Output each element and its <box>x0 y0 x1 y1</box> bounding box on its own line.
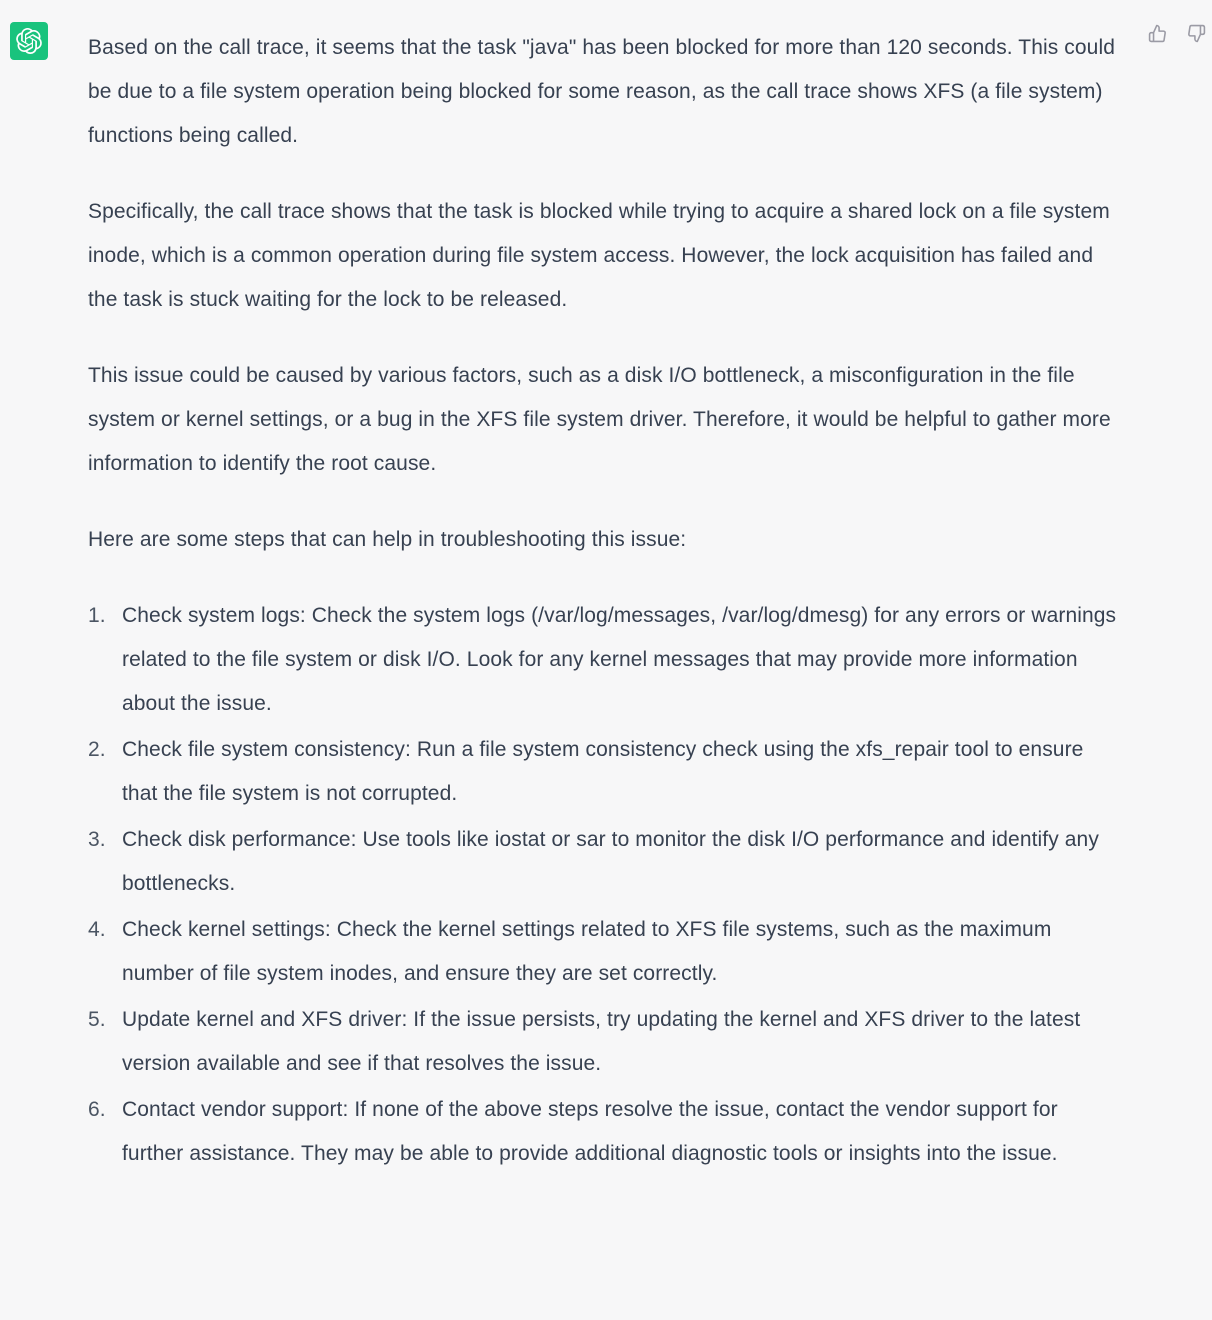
list-item <box>88 998 1122 1086</box>
assistant-avatar <box>10 22 48 60</box>
list-item-number: 5. <box>88 1008 106 1031</box>
list-item <box>88 594 1122 726</box>
list-item-number: 3. <box>88 828 106 851</box>
list-item <box>88 1088 1122 1176</box>
list-item-text: Check file system consistency: Run a file system consistency check using the xfs_repair tool to ensure that the file system is not corrupted. <box>122 738 1084 805</box>
list-item-text: Check disk performance: Use tools like iostat or sar to monitor the disk I/O performance and identify any bottlenecks. <box>122 828 1099 895</box>
list-item <box>88 818 1122 906</box>
thumbs-down-button[interactable] <box>1187 24 1206 43</box>
paragraph-1: Based on the call trace, it seems that the task "java" has been blocked for more than 120 seconds. This could be due to a file system operation being blocked for some reason, as the call trace shows XFS (a file system) functions being called. <box>88 36 1115 147</box>
thumbs-up-button[interactable] <box>1148 24 1167 43</box>
list-item-number: 6. <box>88 1098 106 1121</box>
list-item-text: Check system logs: Check the system logs (/var/log/messages, /var/log/dmesg) for any errors or warnings related to the file system or disk I/O. Look for any kernel messages that may provide more information about the issue. <box>122 604 1117 715</box>
paragraph-2: Specifically, the call trace shows that the task is blocked while trying to acquire a shared lock on a file system inode, which is a common operation during file system access. However, the lock acquisition has failed and the task is stuck waiting for the lock to be released. <box>88 200 1110 311</box>
paragraph-4: Here are some steps that can help in troubleshooting this issue: <box>88 528 687 551</box>
list-item-text: Check kernel settings: Check the kernel settings related to XFS file systems, such as the maximum number of file system inodes, and ensure they are set correctly. <box>122 918 1052 985</box>
list-item <box>88 908 1122 996</box>
list-item-number: 4. <box>88 918 106 941</box>
thumbs-down-icon <box>1187 24 1206 43</box>
openai-logo-icon <box>16 28 42 54</box>
troubleshooting-steps-list <box>88 594 1122 1176</box>
list-item-number: 2. <box>88 738 106 761</box>
list-item-number: 1. <box>88 604 106 627</box>
message-content <box>88 22 1122 1176</box>
list-item <box>88 728 1122 816</box>
list-item-text: Contact vendor support: If none of the above steps resolve the issue, contact the vendor support for further assistance. They may be able to provide additional diagnostic tools or insights into the issue. <box>122 1098 1058 1165</box>
list-item-text: Update kernel and XFS driver: If the issue persists, try updating the kernel and XFS driver to the latest version available and see if that resolves the issue. <box>122 1008 1081 1075</box>
thumbs-up-icon <box>1148 24 1167 43</box>
message-actions <box>1148 24 1206 43</box>
paragraph-3: This issue could be caused by various factors, such as a disk I/O bottleneck, a misconfiguration in the file system or kernel settings, or a bug in the XFS file system driver. Therefore, it would be helpful to gather more information to identify the root cause. <box>88 364 1111 475</box>
